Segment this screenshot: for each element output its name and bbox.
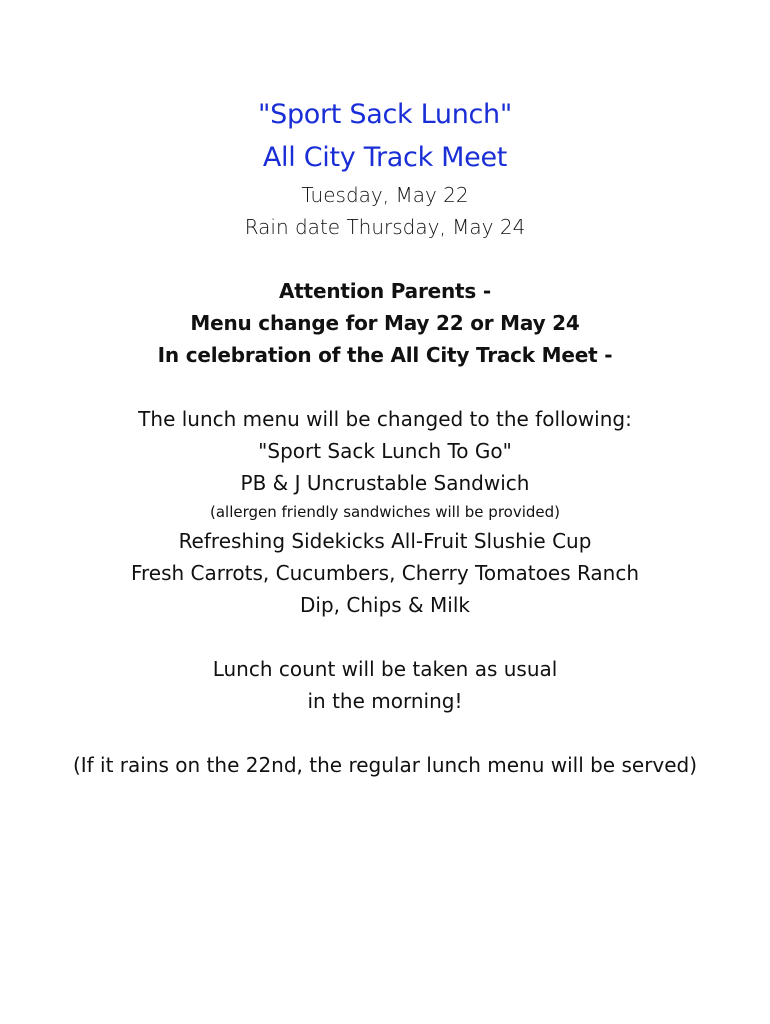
lunch-count-notice: Lunch count will be taken as usual [212, 657, 558, 681]
spacer [40, 243, 730, 275]
flyer-content [40, 93, 730, 781]
menu-item-vegetables: Fresh Carrots, Cucumbers, Cherry Tomatoes Ranch [130, 561, 640, 585]
celebration-line: In celebration of the All City Track Meet - [157, 343, 613, 367]
menu-change-line: Menu change for May 22 or May 24 [190, 311, 580, 335]
menu-item-note: (allergen friendly sandwiches will be provided) [209, 503, 561, 521]
rain-date: Rain date Thursday, May 24 [244, 215, 526, 239]
menu-intro: The lunch menu will be changed to the following: [138, 407, 632, 431]
rain-note: (If it rains on the 22nd, the regular lunch menu will be served) [72, 753, 698, 777]
menu-item-sides: Dip, Chips & Milk [300, 593, 470, 617]
spacer [40, 717, 730, 749]
spacer [40, 371, 730, 403]
menu-item-sandwich: PB & J Uncrustable Sandwich [240, 471, 530, 495]
flyer-title: "Sport Sack Lunch" [257, 99, 512, 130]
menu-item-slushie: Refreshing Sidekicks All-Fruit Slushie Cup [178, 529, 592, 553]
event-name: All City Track Meet [262, 142, 508, 173]
menu-name: "Sport Sack Lunch To Go" [258, 439, 512, 463]
spacer [40, 621, 730, 653]
attention-heading: Attention Parents - [279, 279, 491, 303]
event-date: Tuesday, May 22 [301, 183, 469, 207]
lunch-count-time: in the morning! [307, 689, 463, 713]
